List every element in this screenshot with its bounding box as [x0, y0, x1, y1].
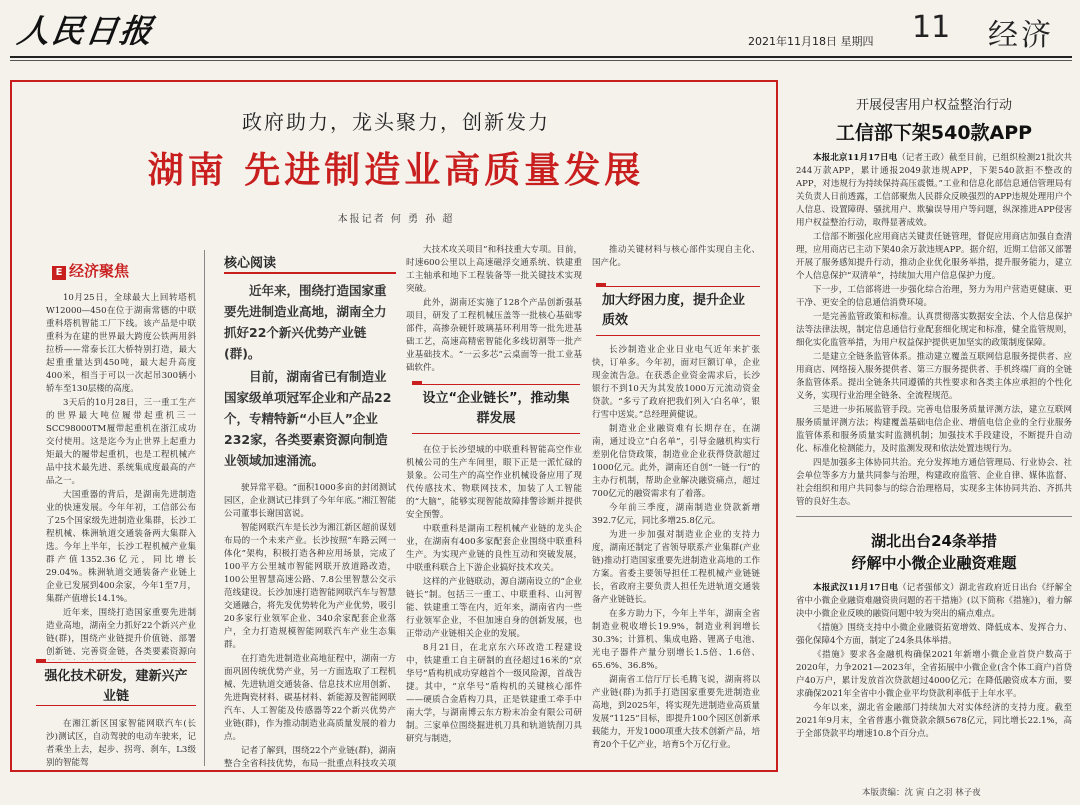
- section-tag: E 经济聚焦: [52, 260, 129, 281]
- column-3b: 在位于长沙望城的中联重科智能高空作业机械公司的生产车间里，眼下正是一派忙碌的景象。公司生产的高空作业机械设备应用了现代传感技术、物联网技术，加装了人工智能的“大脑”，能够实现智能故障排警诊断并提供安全预警。 中联重科是湖南工程机械产业链的龙头企业，在湖南有400多家配套企业围绕中联重科生产。为实现产业链的良性互动和突破发展，中联重科联合上下游企业搞好技术攻关。 这样的产业链联动，源自湖南设立的“企业链长”制。包括三一重工、中联重科、山河智能、铁建重工等在内，近年来，湖南省内一些行业领军企业，不但加速自身的创新发展，也正带动产业链相关企业的发展。 8月21日，在北京东六环改造工程建设中，铁建重工自主研制的直径超过16米的“京华号”盾构机成功穿越首个一级风险源，首战告捷。其中，“京华号”盾构机的关键核心部件——硬质合金盾构刀具，正是铁建重工牵手中南大学，与湖南博云东方粉末冶金有限公司研制。三家单位围绕掘进机刀具和轨道铣削刀具研究与制造，: [406, 445, 582, 744]
- page-editors: 本版责编：沈 寅 白之羽 林子夜: [862, 788, 981, 798]
- side-article-1-kicker: 开展侵害用户权益整治行动: [855, 98, 1012, 113]
- section-name: 经济: [988, 18, 1054, 53]
- core-reading-text-2: 目前，湖南省已有制造业国家级单项冠军企业和产品22个，专精特新“小巨人”企业232家，各类要素资源向制造业领域加速涌流。: [224, 369, 392, 468]
- core-reading-text-1: 近年来，围绕打造国家重要先进制造业高地，湖南全力抓好22个新兴优势产业链(群)。: [224, 283, 387, 361]
- side-article-2-headline-2: 纾解中小微企业融资难题: [851, 554, 1017, 572]
- masthead: [0, 0, 1080, 58]
- newspaper-logo: 人民日报: [15, 12, 157, 50]
- side-article-2-body: 本报武汉11月17日电（记者强郁文）湖北省政府近日出台《纾解全省中小微企业融资难融资贵问题的若干措施》(以下简称《措施》)，着力解决中小微企业反映的融资问题中较为突出的痛点难点。 《措施》围绕支持中小微企业融资拓宽增效、降低成本、发挥合力、强化保障4个方面，制定了24条具体举措。 《措施》要求各金融机构确保2021年新增小微企业首贷户数高于2020年，力争2021—2023年，全省拓展中小微企业(含个体工商户)首贷户40万户，累计发放首次贷款超过4000亿元；在降低融资成本方面，要求确保2021年全省中小微企业平均贷款利率低于上年水平。 今年以来，湖北省金融部门持续加大对实体经济的支持力度。截至2021年9月末，全省普惠小微贷款余额5678亿元，同比增长22.1%，高于全部贷款平均增速10.8个百分点。: [796, 583, 1072, 739]
- main-byline: 本报记者 何 勇 孙 超: [337, 214, 455, 225]
- column-divider: [204, 250, 205, 766]
- side-divider: [796, 516, 1072, 517]
- subhead-1: 强化技术研发，建新兴产业链: [36, 662, 196, 706]
- masthead-rule: [10, 56, 1072, 58]
- column-3: 大技术攻关项目”和科技重大专项。目前，时速600公里以上高速磁浮交通系统、铁建重工主轴承和地下工程装备等一批关键技术实现突破。 此外，湖南还实施了128个产品创新强基项目，研发了工程机械压盖等一批核心基础零部件，高掺杂硬钎玻璃基环利用等一批先进基础工艺，高速高精密智能化多线切割等一批产业基础技术。“一云多芯”云桌面等一批工业基础软件。: [406, 245, 582, 373]
- column-2: 驶异常平稳。“面积1000多亩的封闭测试园区，企业测试已排到了今年年底。”湘江智能公司董事长谢国富说。 智能网联汽车是长沙为湘江新区超前谋划布局的一个未来产业。长沙按照“车路云网一体化”架构，积极打造各种应用场景，完成了100平方公里城市智能网联开放道路改造，100公里智慧高速公路、7.8公里智慧公交示范线建设。长沙加速打造智能网联汽车与智慧交通融合，将先发优势转化为产业优势，吸引20多家行业领军企业、340余家配套企业落户，全力打造规模智能网联汽车产业生态集群。 在打造先进制造业高地征程中，湖南一方面巩固传统优势产业，另一方面选取了工程机械、先进轨道交通装备、信息技术应用创新、先进陶瓷材料、碳基材料、新能源及智能网联汽车、人工智能及传感器等22个新兴优势产业链(群)，作为推动制造业高质量发展的着力点。 记者了解到，围绕22个产业链(群)，湖南整合全省科技优势，布局一批重点科技攻关项: [224, 483, 396, 769]
- column-4b: 长沙制造业企业日业电气近年来扩张快，订单多。今年初，面对巨额订单，企业现金流告急。在获悉企业资金需求后，长沙银行不到10天为其发放1000万元流动资金贷款。“多亏了政府把我们列入‘白名单’，银行雪中送炭。”总经理黄健说。 制造业企业融资难有长期存在，在湖南，通过设立“白名单”，引导金融机构实行差别化信贷政策，制造业企业获得贷款超过1000亿元。此外，湖南还自创“一链一行”的主办行机制，帮助企业解决融资痛点，超过700亿元的融资需求有了着落。 今年前三季度，湖南制造业贷款新增392.7亿元，同比多增25.8亿元。 为进一步加强对制造业企业的支持力度，湖南还制定了省领导联系产业集群(产业链)推动打造国家重要先进制造业高地的工作方案。省委主要领导担任工程机械产业链链长，省政府主要负责人担任先进轨道交通装备产业链链长。 在多方助力下，今年上半年，湖南全省制造业税收增长19.9%，制造业利润增长30.3%；计算机、集成电路、锂离子电池、光电子器件产量分别增长1.5倍、1.6倍、65.6%、36.8%。 湖南省工信厅厅长毛腾飞说，湖南将以产业链(群)为抓手打造国家重要先进制造业高地，到2025年，将实现先进制造业高质量发展“1125”目标，即提升100个园区创新承载能力，开发1000项重大技术创新产品，培育20个千亿产业，培育5个万亿行业。: [592, 345, 760, 750]
- side-article-1-lead: 本报北京11月17日电: [813, 153, 898, 163]
- issue-date: 2021年11月18日 星期四: [748, 35, 874, 48]
- subhead-2: 设立“企业链长”，推动集群发展: [412, 384, 580, 434]
- column-1: 10月25日，全球最大上回转塔机W12000—450在位于湖南常德的中联重科塔机智能工厂下线。该产品是中联重科为在建的世界最大跨度公铁两用斜拉桥——常泰长江大桥特别打造，最大起重重量达到450吨，最大起升高度400米，相当于可以一次起吊300辆小轿车至130层楼的高度。 3天后的10月28日，三一重工生产的世界最大吨位履带起重机三一SCC98000TM履带起重机在浙江成功交付使用。这是迄今为止世界上起重力矩最大的履带起重机，也是工程机械产品中技术最先进、系统集成度最高的产品之一。 大国重器的背后，是湖南先进制造业的快速发展。今年年初，工信部公布了25个国家级先进制造业集群，长沙工程机械、株洲轨道交通装备两大集群入选。今年上半年，长沙工程机械产业集群产值1352.36亿元，同比增长29.04%。株洲轨道交通装备产业链上企业已发展到400余家，今年1至7月，集群产值增长14.1%。 近年来，围绕打造国家重要先进制造业高地，湖南全力抓好22个新兴产业链(群)，围绕产业链提升价值链、部署创新链、完善资金链，各类要素资源向: [46, 293, 196, 657]
- side-article-2-lead: 本报武汉11月17日电: [813, 583, 899, 593]
- core-reading-rule: [224, 272, 396, 274]
- main-headline: 湖南 先进制造业高质量发展: [147, 150, 645, 191]
- main-kicker: 政府助力，龙头聚力，创新发力: [242, 110, 550, 134]
- subhead-3: 加大纾困力度，提升企业质效: [596, 286, 760, 336]
- main-article-frame: [10, 80, 778, 772]
- column-4: 推动关键材料与核心部件实现自主化、国产化。: [592, 245, 760, 268]
- masthead-rule-thin: [10, 60, 1072, 61]
- side-article-1-headline: 工信部下架540款APP: [835, 122, 1033, 144]
- tag-square-icon: E: [52, 266, 66, 280]
- side-article-2-headline-1: 湖北出台24条举措: [871, 532, 997, 550]
- core-reading-title: 核心阅读: [224, 256, 277, 271]
- column-1b: 在湘江新区国家智能网联汽车(长沙)测试区，自动驾驶的电动车驶来，记者乘坐上去，起步、拐弯、刹车，L3级别的智能驾: [46, 719, 196, 768]
- side-article-1-body: 本报北京11月17日电（记者王政）截至目前，已组织检测21批次共244万款APP，累计通报2049款违规APP，下架540款拒不整改的APP，对违规行为持续保持高压震慑。”工业和信息化部信息通信管理局有关负责人日前透露，工信部聚焦人民群众反映强烈的APP违规处理用户个人信息、设置障碍、骚扰用户、欺骗误导用户等问题，纵深推进APP侵害用户权益整治行动，取得显著成效。 工信部不断强化应用商店关键责任链管理，督促应用商店加强自查清理，应用商店已主动下架40余万款违规APP。据介绍，近期工信部又部署开展了服务感知提升行动，推动企业优化服务举措，提升服务能力，建立个人信息保护“双清单”，持续加大用户信息保护力度。 下一步，工信部将进一步强化综合治理，努力为用户营造更健康、更干净、更安全的信息通信消费环境。 一是完善监管政策和标准。认真贯彻落实数据安全法、个人信息保护法等法律法规，制定信息通信行业配套细化规定和标准，健全监管规则，细化实化监管举措，为用户权益保护提供更加坚实的政策制度保障。 二是建立全链条监管体系。推动建立覆盖互联网信息服务提供者、应用商店、网络接入服务提供者、第三方服务提供者、手机终端厂商的全链条监管体系。提出全链条共同遵循的共性要求和各类主体应承担的个性化义务，实现行业治理全链条、全流程规范。 三是进一步拓展监管手段。完善电信服务质量评测方法，建立互联网服务质量评测方法；构建覆盖基础电信企业、增值电信企业的全行业服务监管体系和服务质量实时监测机制；加强技术手段建设，不断提升自动化、标准化检测能力，及时监测发现和依法处置违规行为。 四是加强多主体协同共治。充分发挥地方通信管理局、行业协会、社会单位等多方力量共同参与治理，构建政府监管、企业自律、媒体监督、社会组织和用户共同参与的综合治理格局，实现多主体协同共治、齐抓共管的良好生态。: [796, 153, 1072, 507]
- page-number: 11: [912, 10, 951, 45]
